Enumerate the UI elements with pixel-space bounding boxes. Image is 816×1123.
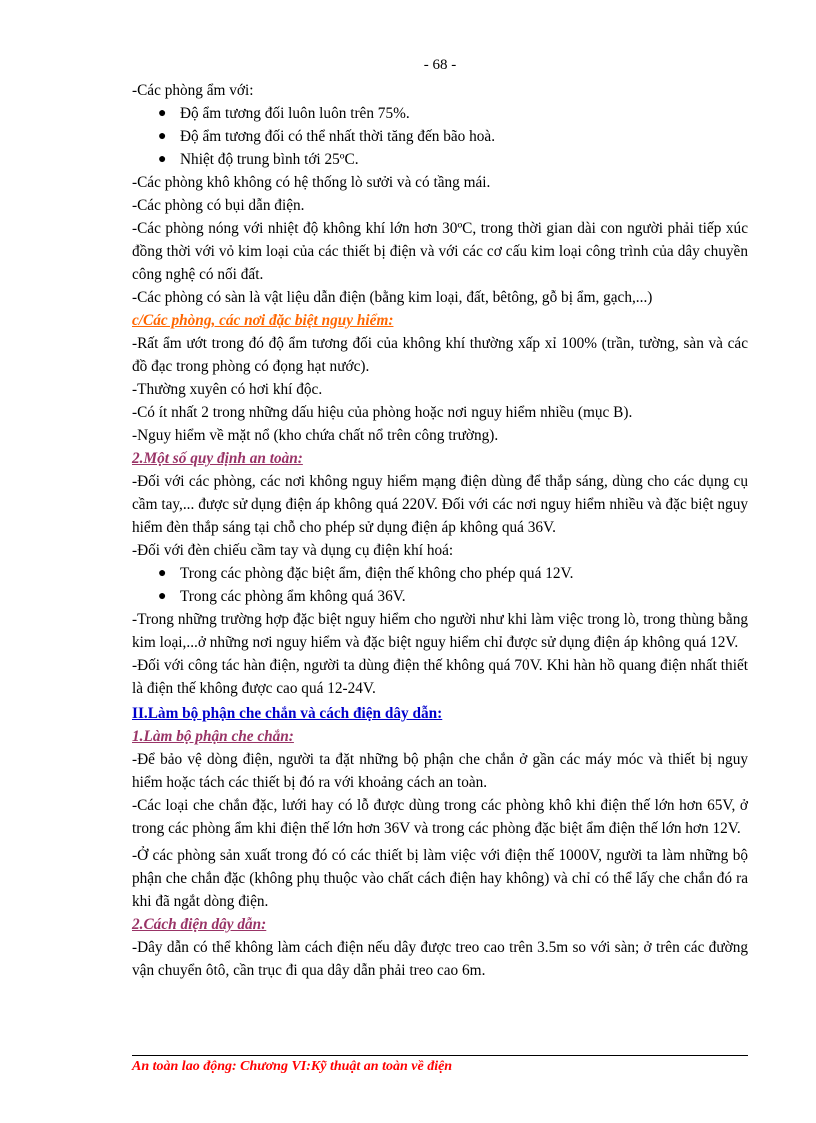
paragraph: -Trong những trường hợp đặc biệt nguy hiểm cho người như khi làm việc trong lò, trong thùng bằng kim loại,...ở những nơi nguy hiểm và đặc biệt nguy hiểm chỉ được sử dụng điện áp không quá 12V.	[132, 611, 748, 651]
paragraph: -Các phòng ẩm với:	[132, 82, 254, 99]
bullet-text: Nhiệt độ trung bình tới 25ºC.	[180, 151, 359, 168]
footer-divider	[132, 1055, 748, 1056]
bullet-item	[132, 125, 748, 148]
section-heading-II: II.Làm bộ phận che chắn và cách điện dây dẫn:	[132, 705, 443, 722]
paragraph: -Nguy hiểm về mặt nổ (kho chứa chất nổ trên công trường).	[132, 427, 499, 444]
bullet-item	[132, 562, 748, 585]
section-heading-2b: 2.Cách điện dây dẫn:	[132, 916, 267, 933]
paragraph: -Đối với công tác hàn điện, người ta dùng điện thế không quá 70V. Khi hàn hồ quang điện nhất thiết là điện thế không được cao quá 12-24V.	[132, 657, 748, 697]
bullet-item	[132, 585, 748, 608]
footer-text: An toàn lao động: Chương VI:Kỹ thuật an toàn về điện	[132, 1059, 453, 1074]
section-heading-2: 2.Một số quy định an toàn:	[132, 450, 303, 467]
bullet-icon: ●	[158, 566, 167, 581]
paragraph: -Đối với đèn chiếu cầm tay và dụng cụ điện khí hoá:	[132, 542, 454, 559]
paragraph: -Thường xuyên có hơi khí độc.	[132, 381, 323, 398]
bullet-text: Độ ẩm tương đối có thể nhất thời tăng đến bão hoà.	[180, 128, 496, 145]
paragraph: -Các loại che chắn đặc, lưới hay có lỗ được dùng trong các phòng khô khi điện thế lớn hơn 65V, ở trong các phòng ẩm khi điện thế lớn hơn 36V và trong các phòng đặc biệt ẩm điện thế lớn hơn 12V.	[132, 797, 748, 837]
page-number: - 68 -	[423, 57, 457, 73]
section-heading-c: c/Các phòng, các nơi đặc biệt nguy hiểm:	[132, 312, 394, 329]
bullet-icon: ●	[158, 129, 167, 144]
paragraph: -Dây dẫn có thể không làm cách điện nếu dây được treo cao trên 3.5m so với sàn; ở trên các đường vận chuyển ôtô, cần trục đi qua dây dẫn phải treo cao 6m.	[132, 939, 748, 979]
bullet-item	[132, 102, 748, 125]
bullet-text: Độ ẩm tương đối luôn luôn trên 75%.	[180, 105, 410, 122]
paragraph: -Đối với các phòng, các nơi không nguy hiểm mạng điện dùng để thắp sáng, dùng cho các dụng cụ cầm tay,... được sử dụng điện áp không quá 220V. Đối với các nơi nguy hiểm nhiều và đặc biệt nguy hiểm đèn thắp sáng tại chỗ cho phép sử dụng điện áp không quá 36V.	[132, 473, 748, 536]
bullet-icon: ●	[158, 152, 167, 167]
paragraph: -Để bảo vệ dòng điện, người ta đặt những bộ phận che chắn ở gần các máy móc và thiết bị nguy hiểm hoặc tách các thiết bị đó ra với khoảng cách an toàn.	[132, 751, 748, 791]
paragraph: -Có ít nhất 2 trong những dấu hiệu của phòng hoặc nơi nguy hiểm nhiều (mục B).	[132, 404, 633, 421]
paragraph: -Các phòng có bụi dẫn điện.	[132, 197, 305, 214]
document-body	[132, 79, 748, 982]
bullet-icon: ●	[158, 589, 167, 604]
bullet-text: Trong các phòng ẩm không quá 36V.	[180, 588, 406, 605]
paragraph: -Các phòng có sàn là vật liệu dẫn điện (bằng kim loại, đất, bêtông, gỗ bị ẩm, gạch,...)	[132, 289, 653, 306]
section-heading-1: 1.Làm bộ phận che chắn:	[132, 728, 294, 745]
bullet-text: Trong các phòng đặc biệt ẩm, điện thế không cho phép quá 12V.	[180, 565, 574, 582]
paragraph: -Rất ẩm ướt trong đó độ ẩm tương đối của không khí thường xấp xỉ 100% (trần, tường, sàn và các đồ đạc trong phòng có đọng hạt nước).	[132, 335, 748, 375]
paragraph: -Các phòng nóng với nhiệt độ không khí lớn hơn 30ºC, trong thời gian dài con người phải tiếp xúc đồng thời với vỏ kim loại của các thiết bị điện và với các cơ cấu kim loại công trình của dây chuyền công nghệ có nối đất.	[132, 220, 748, 283]
paragraph: -Ở các phòng sản xuất trong đó có các thiết bị làm việc với điện thế 1000V, người ta làm những bộ phận che chắn đặc (không phụ thuộc vào chất cách điện hay không) và chỉ có thể lấy che chắn đó ra khi đã ngắt dòng điện.	[132, 847, 748, 910]
bullet-icon: ●	[158, 106, 167, 121]
paragraph: -Các phòng khô không có hệ thống lò sưởi và có tầng mái.	[132, 174, 491, 191]
bullet-item	[132, 148, 748, 171]
